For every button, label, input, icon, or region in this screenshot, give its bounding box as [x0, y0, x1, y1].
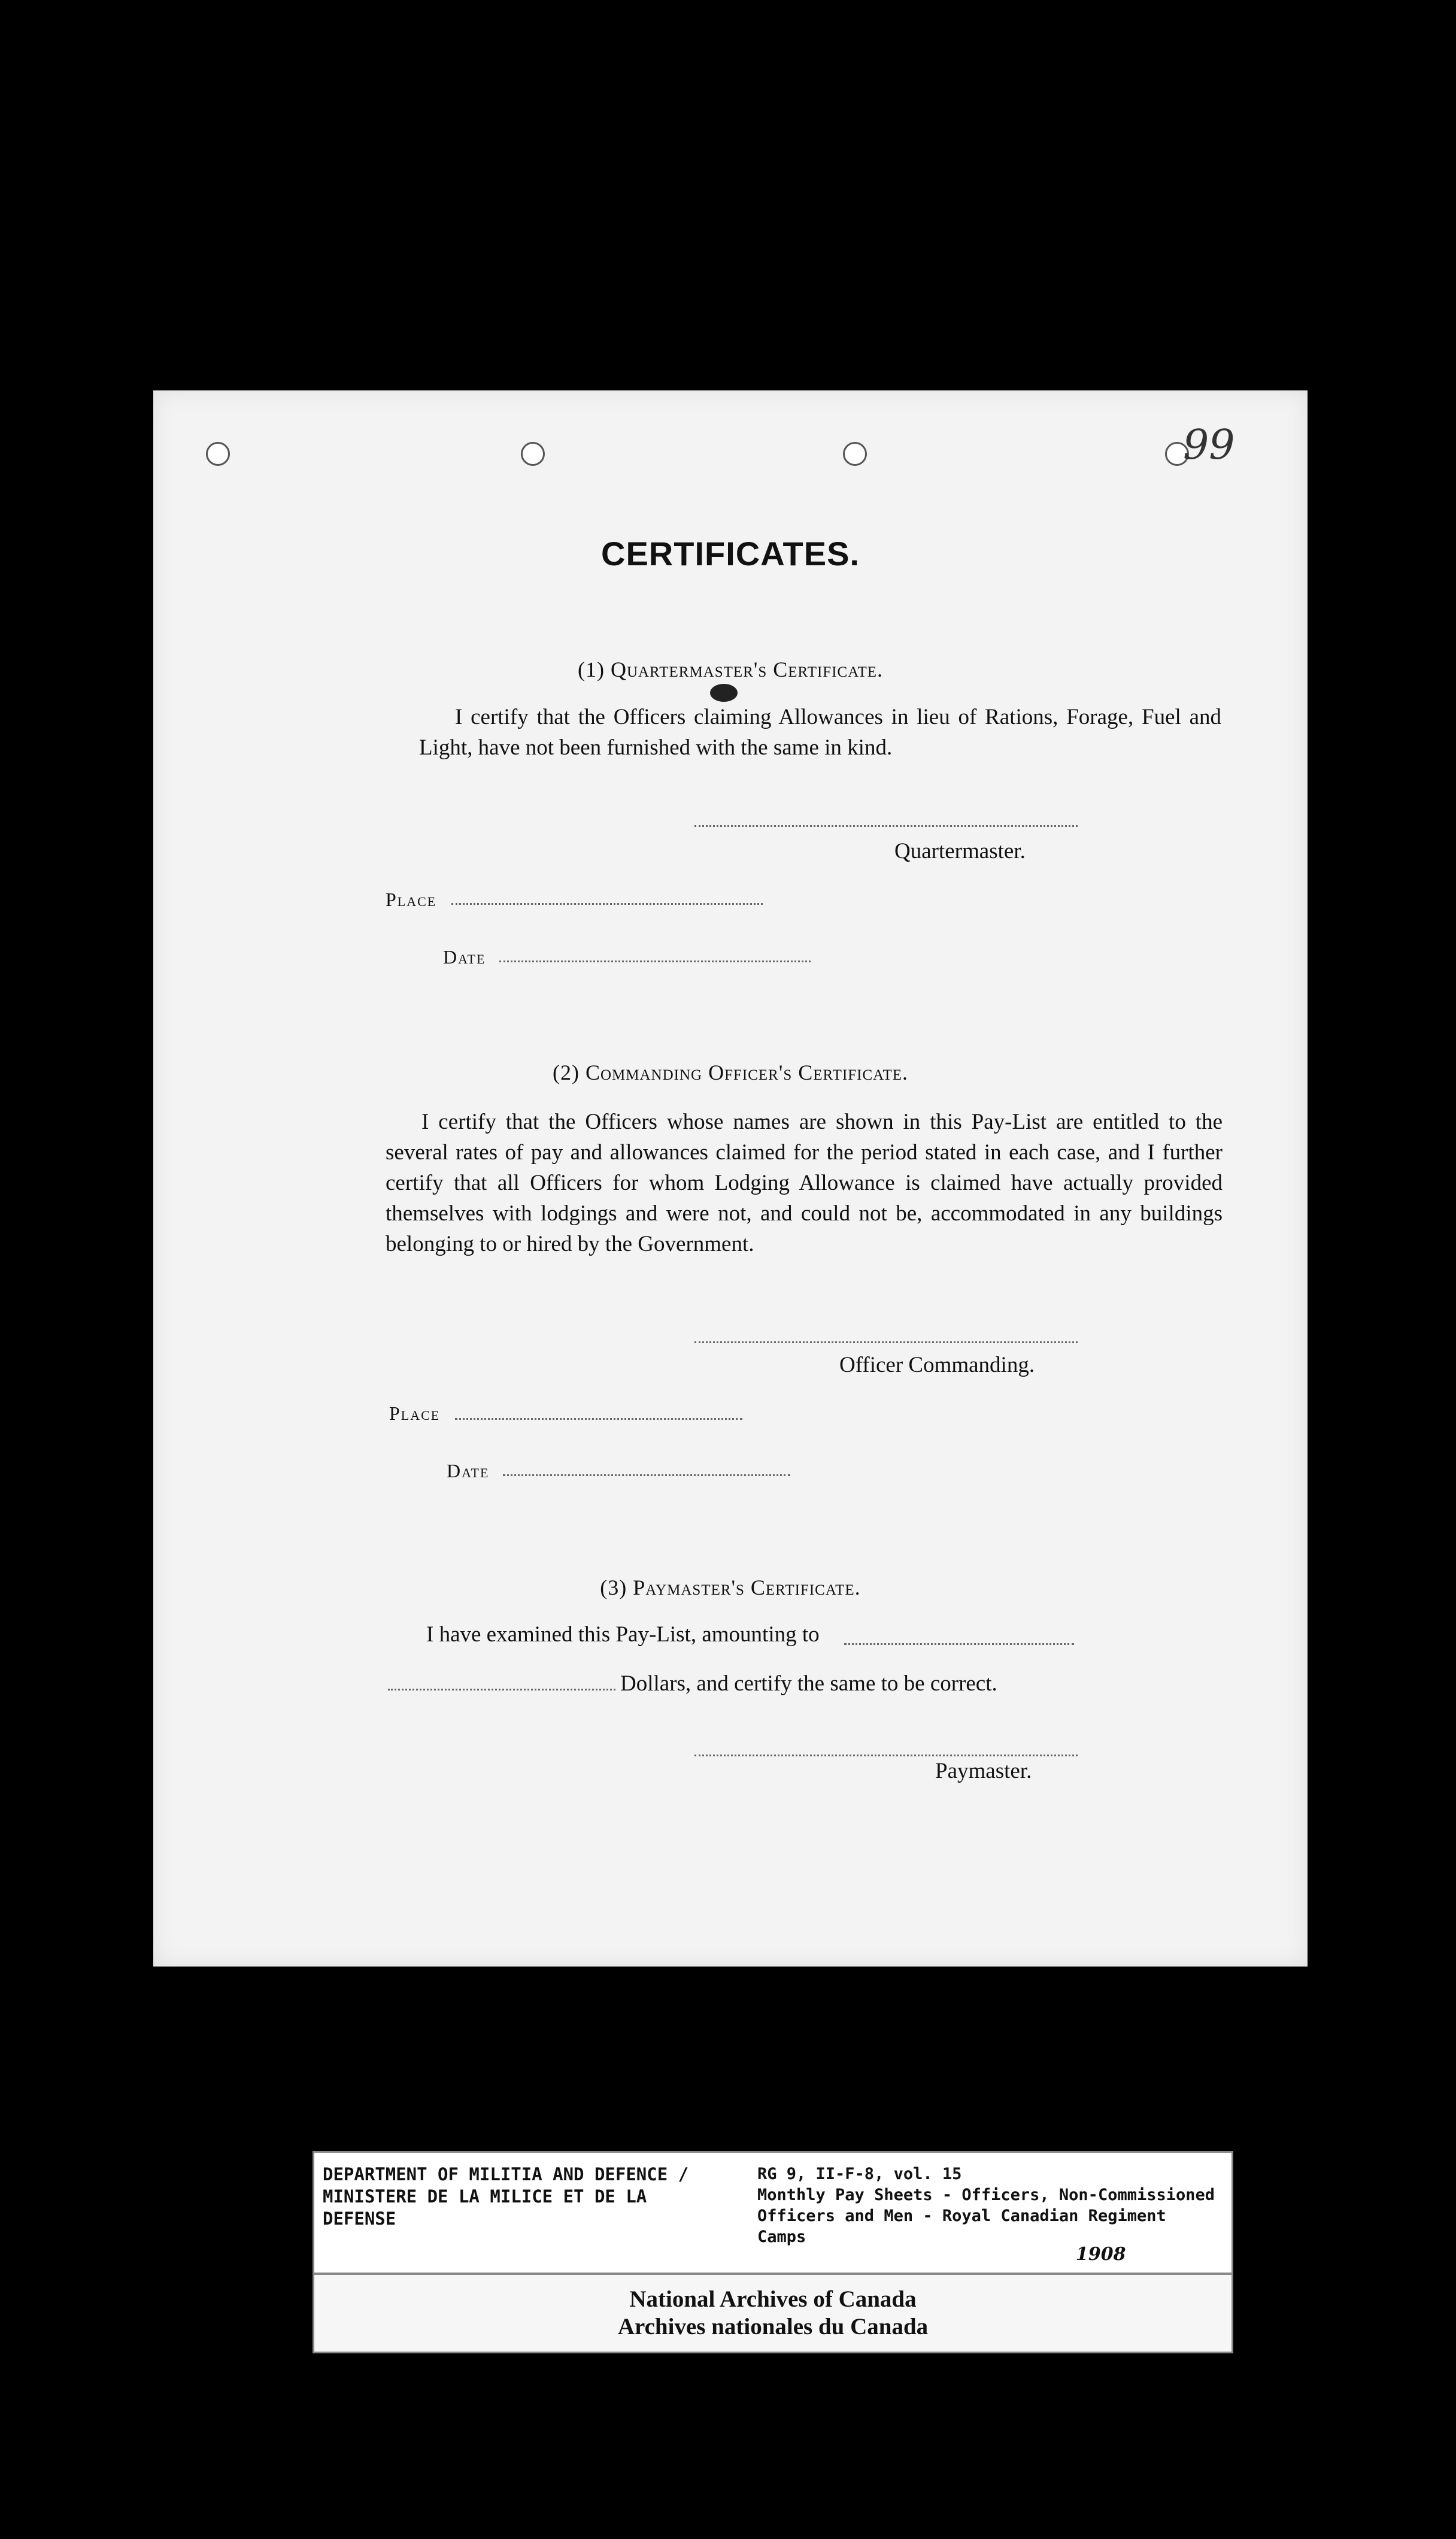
- department-name: DEPARTMENT OF MILITIA AND DEFENCE / MINISTERE DE LA MILICE ET DE LA DEFENSE: [323, 2164, 689, 2229]
- quartermaster-signature-line[interactable]: [694, 825, 1078, 827]
- place-label: Place: [389, 1402, 441, 1424]
- paymaster-certify-text: Dollars, and certify the same to be correct.: [620, 1671, 997, 1696]
- page-number: 99: [1183, 422, 1235, 469]
- ink-blot: [710, 684, 738, 702]
- page-title: CERTIFICATES.: [601, 535, 860, 572]
- archives-name-label: [313, 2273, 1233, 2353]
- paymaster-amount-text: I have examined this Pay-List, amounting to: [426, 1622, 820, 1647]
- date-field[interactable]: [499, 961, 811, 962]
- place-field[interactable]: [455, 1418, 742, 1420]
- commanding-officer-paragraph: [386, 1107, 1223, 1259]
- place-field[interactable]: [451, 903, 763, 905]
- date-label: Date: [447, 1460, 490, 1481]
- place-label: Place: [386, 889, 437, 910]
- quartermaster-signature-label: Quartermaster.: [894, 839, 1026, 863]
- officer-commanding-signature-label: Officer Commanding.: [839, 1353, 1035, 1377]
- section-heading-quartermaster: (1) Quartermaster's Certificate.: [577, 658, 884, 681]
- collection-title: Monthly Pay Sheets - Officers, Non-Commissioned Officers and Men - Royal Canadian Regiment Camps: [757, 2186, 1215, 2246]
- commanding-officer-text: I certify that the Officers whose names are shown in this Pay-List are entitled to the several rates of pay and allowances claimed for the period stated in each case, and I further certify that all Officers for whom Lodging Allowance is claimed have actually provided themselves with lodgings and were not, and could not be, accommodated in any buildings belonging to or hired by the Government.: [386, 1110, 1223, 1256]
- punch-hole: [521, 442, 545, 466]
- archive-reference-label: [313, 2151, 1233, 2274]
- section-heading-commanding-officer: (2) Commanding Officer's Certificate.: [552, 1061, 909, 1084]
- officer-commanding-signature-line[interactable]: [694, 1341, 1078, 1343]
- quartermaster-paragraph: [419, 702, 1221, 763]
- paymaster-signature-line[interactable]: [694, 1755, 1078, 1756]
- date-field[interactable]: [503, 1474, 790, 1476]
- collection-description: [757, 2164, 1224, 2247]
- quartermaster-text: I certify that the Officers claiming Allowances in lieu of Rations, Forage, Fuel and Light, have not been furnished with the same in kind.: [419, 705, 1221, 760]
- punch-hole: [206, 442, 230, 466]
- dollars-field[interactable]: [388, 1689, 615, 1690]
- amount-field[interactable]: [844, 1643, 1074, 1645]
- collection-reference: RG 9, II-F-8, vol. 15: [757, 2165, 962, 2183]
- archives-name-en: National Archives of Canada: [629, 2286, 917, 2312]
- date-label: Date: [443, 946, 486, 968]
- section-heading-paymaster: (3) Paymaster's Certificate.: [600, 1575, 861, 1599]
- punch-hole: [843, 442, 867, 466]
- certificate-sheet: [153, 390, 1308, 1967]
- collection-year: 1908: [1076, 2244, 1126, 2265]
- archives-name-fr: Archives nationales du Canada: [617, 2314, 929, 2340]
- paymaster-signature-label: Paymaster.: [935, 1759, 1032, 1783]
